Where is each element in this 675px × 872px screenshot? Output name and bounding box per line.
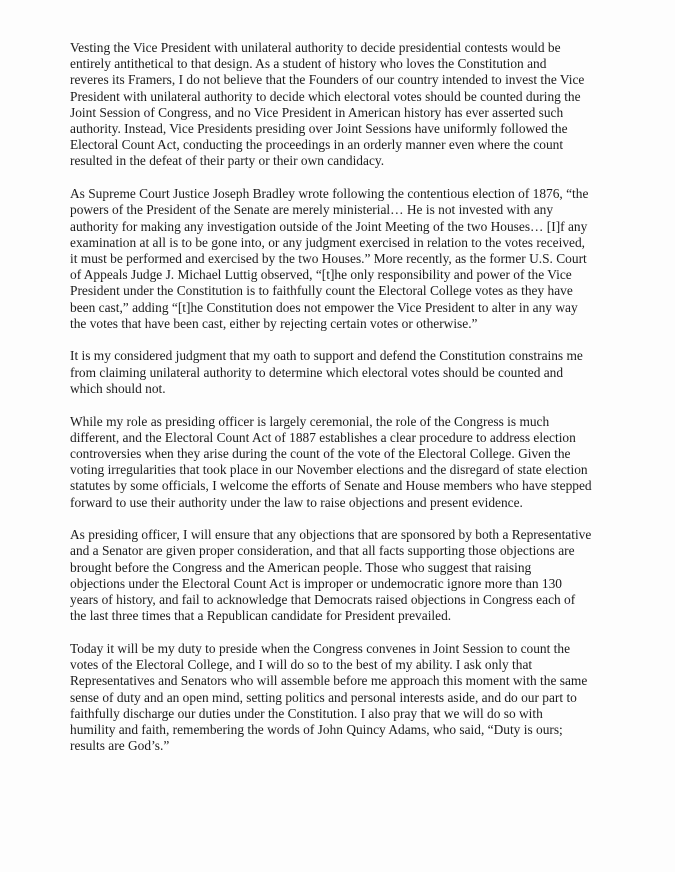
paragraph-6: Today it will be my duty to preside when the Congress convenes in Joint Session to count the votes of the Electoral College, and I will do so to the best of my ability. I ask only that Representatives and Senators who will assemble before me approach this moment with the same sense of duty and an open mind, setting politics and personal interests aside, and do our part to faithfully discharge our duties under the Constitution. I also pray that we will do so with humility and faith, remembering the words of John Quincy Adams, who said, “Duty is ours; results are God’s.”	[70, 641, 588, 754]
paragraph-4: While my role as presiding officer is largely ceremonial, the role of the Congress is much different, and the Electoral Count Act of 1887 establishes a clear procedure to address election controversies when they arise during the count of the vote of the Electoral College. Given the voting irregularities that took place in our November elections and the disregard of state election statutes by some officials, I welcome the efforts of Senate and House members who have stepped forward to use their authority under the law to raise objections and present evidence.	[70, 413, 592, 510]
paragraph-5: As presiding officer, I will ensure that any objections that are sponsored by both a Representative and a Senator are given proper consideration, and that all facts supporting those objections are brought before the Congress and the American people. Those who suggest that raising objections under the Electoral Count Act is improper or undemocratic ignore more than 130 years of history, and fail to acknowledge that Democrats raised objections in Congress each of the last three times that a Republican candidate for President prevailed.	[70, 527, 592, 624]
document-body	[70, 40, 630, 771]
paragraph-3: It is my considered judgment that my oath to support and defend the Constitution constrains me from claiming unilateral authority to determine which electoral votes should be counted and which should not.	[70, 348, 583, 396]
paragraph-1: Vesting the Vice President with unilateral authority to decide presidential contests would be entirely antithetical to that design. As a student of history who loves the Constitution and reveres its Framers, I do not believe that the Founders of our country intended to invest the Vice President with unilateral authority to decide which electoral votes should be counted during the Joint Session of Congress, and no Vice President in American history has ever asserted such authority. Instead, Vice Presidents presiding over Joint Sessions have uniformly followed the Electoral Count Act, conducting the proceedings in an orderly manner even where the count resulted in the defeat of their party or their own candidacy.	[70, 40, 585, 169]
paragraph-2: As Supreme Court Justice Joseph Bradley wrote following the contentious election of 1876, “the powers of the President of the Senate are merely ministerial… He is not invested with any authority for making any investigation outside of the Joint Meeting of the two Houses… [I]f any examination at all is to be gone into, or any judgment exercised in relation to the votes received, it must be performed and exercised by the two Houses.” More recently, as the former U.S. Court of Appeals Judge J. Michael Luttig observed, “[t]he only responsibility and power of the Vice President under the Constitution is to faithfully count the Electoral College votes as they have been cast,” adding “[t]he Constitution does not empower the Vice President to alter in any way the votes that have been cast, either by rejecting certain votes or otherwise.”	[70, 186, 589, 331]
